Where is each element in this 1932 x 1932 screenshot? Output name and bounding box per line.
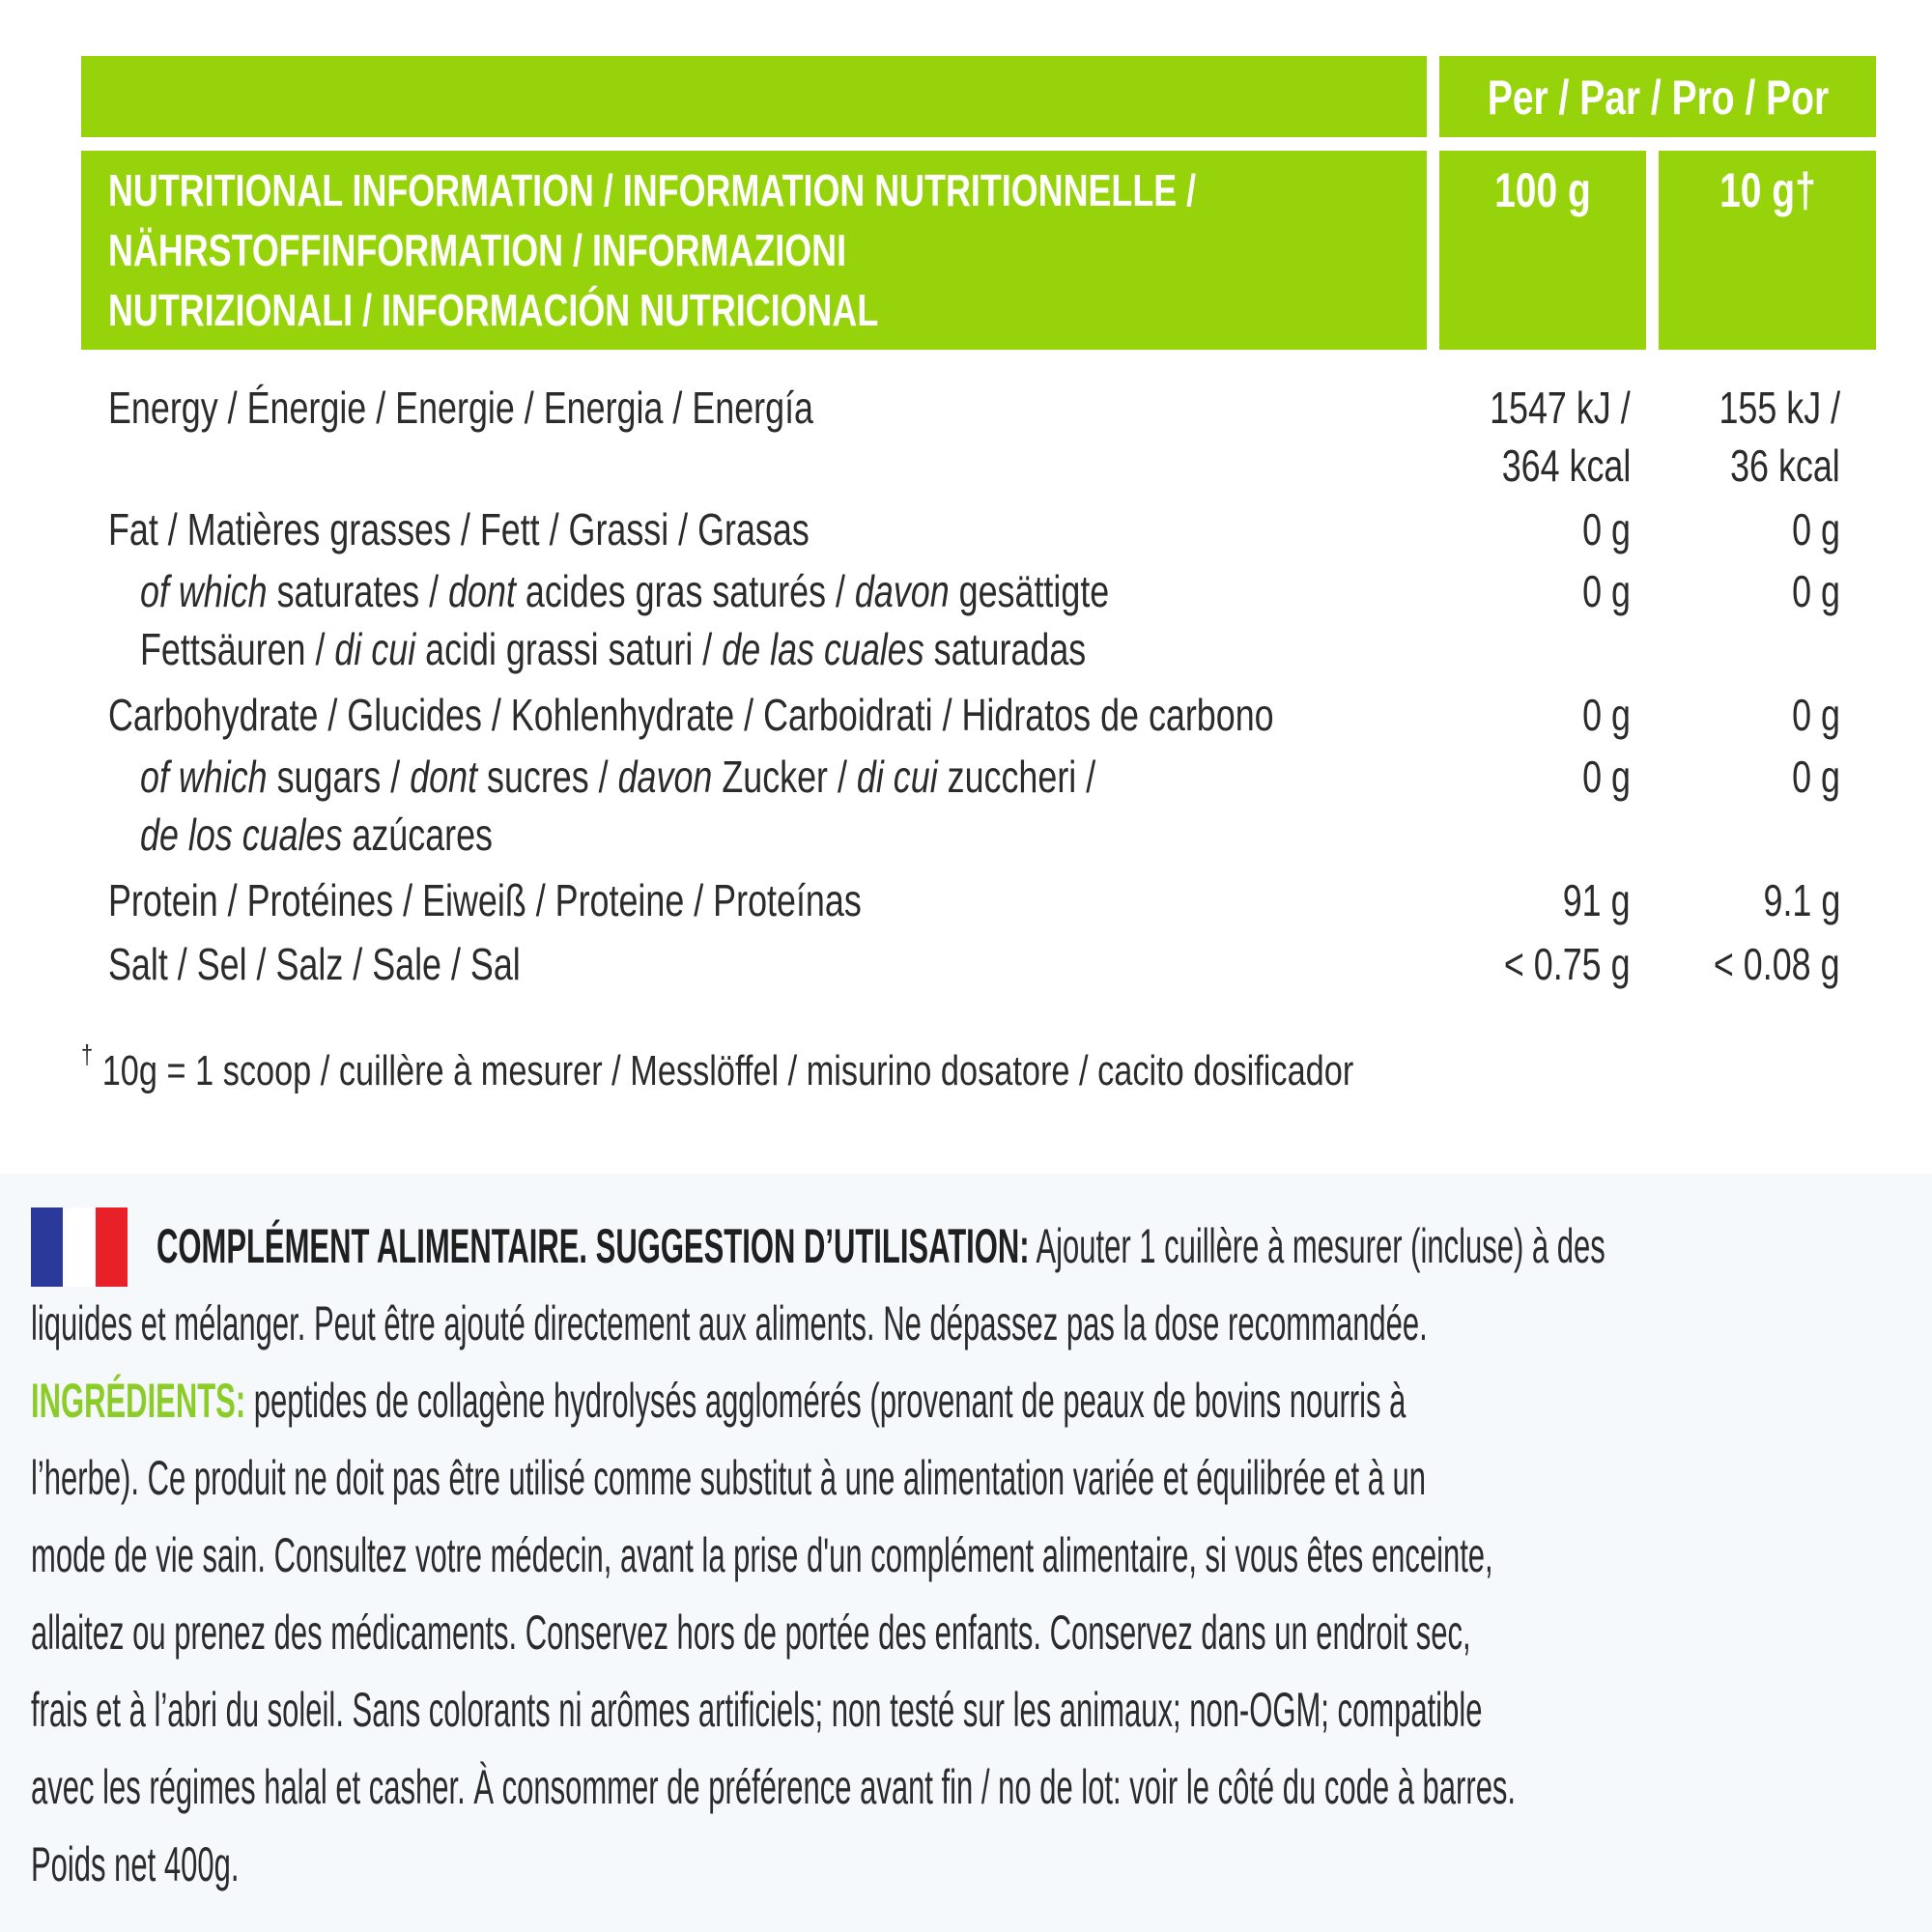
protein-label: Protein / Protéines / Eiweiß / Proteine / Proteínas: [108, 875, 862, 925]
saturates-label: of which saturates / dont acides gras saturés / davon gesättigte Fettsäuren / di cui acidi grassi saturi / de las cuales saturadas: [140, 566, 1110, 674]
french-paragraph: COMPLÉMENT ALIMENTAIRE. SUGGESTION D’UTILISATION: Ajouter 1 cuillère à mesurer (incluse) à des liquides et mélanger. Peut être ajouté directement aux aliments. Ne dépassez pas la dose recommandée. INGRÉDIENTS: peptides de collagène hydrolysés agglomérés (provenant de peaux de bovins nourris à l’herbe). Ce produit ne doit pas être utilisé comme substitut à une alimentation variée et équilibrée et à un mode de vie sain. Consultez votre médecin, avant la prise d'un complément alimentaire, si vous êtes enceinte, allaitez ou prenez des médicaments. Conservez hors de portée des enfants. Conservez dans un endroit sec, frais et à l’abri du soleil. Sans colorants ni arômes artificiels; non testé sur les animaux; non-OGM; compatible avec les régimes halal et casher. À consommer de préférence avant fin / no de lot: voir le côté du code à barres. Poids net 400g.: [31, 1219, 1605, 1891]
sugars-value-10g: 0 g: [1792, 752, 1840, 802]
supplement-heading: COMPLÉMENT ALIMENTAIRE. SUGGESTION D’UTILISATION:: [156, 1219, 1030, 1273]
carbohydrate-value-10g: 0 g: [1792, 690, 1840, 740]
salt-label: Salt / Sel / Salz / Sale / Sal: [108, 939, 521, 989]
salt-value-10g: < 0.08 g: [1714, 939, 1840, 989]
ingredients-heading: INGRÉDIENTS:: [31, 1374, 246, 1428]
sugars-value-100g: 0 g: [1582, 752, 1631, 802]
salt-value-100g: < 0.75 g: [1504, 939, 1631, 989]
table-title: NUTRITIONAL INFORMATION / INFORMATION NUTRITIONNELLE / NÄHRSTOFFINFORMATION / INFORMAZIONI NUTRIZIONALI / INFORMACIÓN NUTRICIONAL: [108, 165, 1197, 335]
protein-value-10g: 9.1 g: [1763, 875, 1840, 925]
fat-value-100g: 0 g: [1582, 504, 1631, 554]
header-bar-left: [81, 56, 1427, 137]
fat-value-10g: 0 g: [1792, 504, 1840, 554]
dagger-mark: †: [81, 1039, 94, 1069]
col2-header: 10 g†: [1719, 163, 1816, 217]
fat-label: Fat / Matières grasses / Fett / Grassi / Grasas: [108, 504, 810, 554]
carbohydrate-label: Carbohydrate / Glucides / Kohlenhydrate / Carboidrati / Hidratos de carbono: [108, 690, 1274, 740]
energy-value-100g: 1547 kJ / 364 kcal: [1490, 383, 1631, 491]
energy-value-10g: 155 kJ / 36 kcal: [1719, 383, 1840, 491]
saturates-value-10g: 0 g: [1792, 566, 1840, 616]
per-label: Per / Par / Pro / Por: [1487, 71, 1830, 125]
protein-value-100g: 91 g: [1563, 875, 1631, 925]
saturates-value-100g: 0 g: [1582, 566, 1631, 616]
energy-label: Energy / Énergie / Energie / Energia / Energía: [108, 383, 813, 433]
carbohydrate-value-100g: 0 g: [1582, 690, 1631, 740]
col1-header: 100 g: [1494, 163, 1591, 217]
sugars-label: of which sugars / dont sucres / davon Zucker / di cui zuccheri / de los cuales azúcares: [140, 752, 1096, 860]
serving-footnote: † 10g = 1 scoop / cuillère à mesurer / Messlöffel / misurino dosatore / cacito dosificador: [81, 1039, 1354, 1094]
